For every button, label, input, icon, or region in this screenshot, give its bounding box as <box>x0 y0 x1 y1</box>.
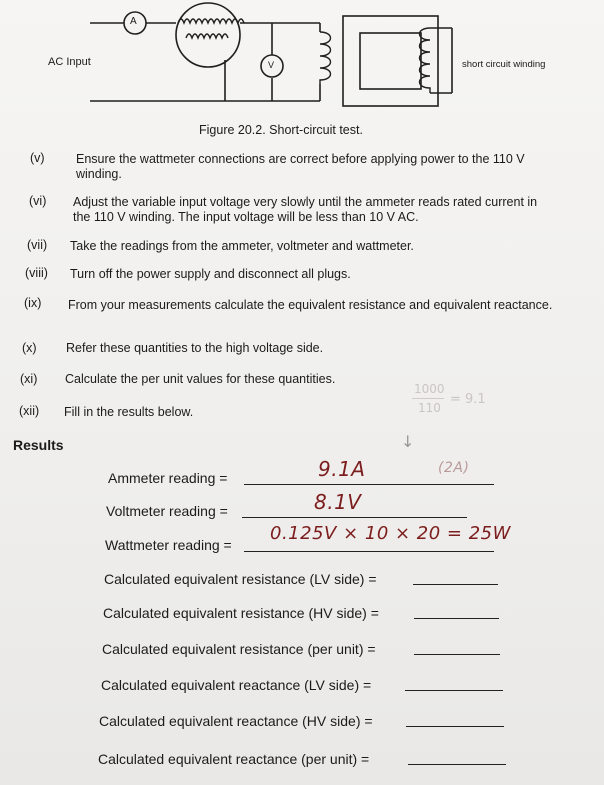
step-text: Adjust the variable input voltage very slowly until the ammeter reads rated current in the 110 V winding. The input voltage will be less than 10 V AC. <box>73 195 538 224</box>
step-number: (vi) <box>29 194 47 208</box>
resistance-hv-label: Calculated equivalent resistance (HV side) = <box>103 605 379 621</box>
step-text: Ensure the wattmeter connections are correct before applying power to the 110 V winding. <box>76 152 525 181</box>
voltmeter-reading-label: Voltmeter reading = <box>106 503 228 519</box>
voltmeter-reading-value: 8.1V <box>314 490 362 514</box>
step-text: Turn off the power supply and disconnect all plugs. <box>70 267 351 281</box>
ammeter-reading-aside: (2A) <box>438 460 470 476</box>
down-arrow-icon: ↓ <box>401 432 415 451</box>
step-number: (vii) <box>27 238 48 252</box>
step-text: Refer these quantities to the high voltage side. <box>66 341 324 355</box>
reactance-pu-field[interactable] <box>408 764 506 765</box>
reactance-pu-label: Calculated equivalent reactance (per unit) = <box>98 751 370 767</box>
step-number: (viii) <box>25 266 48 280</box>
reactance-hv-field[interactable] <box>406 726 504 727</box>
margin-fraction-bar <box>412 398 444 399</box>
current-coil-icon <box>178 19 244 23</box>
step-number: (x) <box>22 341 37 355</box>
ammeter-reading-field[interactable] <box>244 484 494 485</box>
voltmeter-reading-field[interactable] <box>242 517 467 518</box>
wattmeter-reading-field[interactable] <box>244 551 494 552</box>
step-text: Calculate the per unit values for these quantities. <box>65 372 336 386</box>
results-heading: Results <box>13 437 64 453</box>
voltmeter-symbol: V <box>268 60 275 70</box>
voltage-coil-icon <box>186 34 228 38</box>
resistance-lv-label: Calculated equivalent resistance (LV side) = <box>104 571 377 587</box>
resistance-pu-label: Calculated equivalent resistance (per unit) = <box>102 641 376 657</box>
figure-caption: Figure 20.2. Short-circuit test. <box>199 123 363 137</box>
ammeter-reading-value: 9.1A <box>318 457 366 481</box>
step-number: (xi) <box>20 372 38 386</box>
wattmeter-reading-value: 0.125V × 10 × 20 = 25W <box>270 523 511 544</box>
reactance-lv-label: Calculated equivalent reactance (LV side) = <box>101 677 372 693</box>
primary-winding-icon <box>320 32 331 84</box>
margin-equals-value: = 9.1 <box>450 392 486 407</box>
ammeter-reading-label: Ammeter reading = <box>108 470 228 486</box>
step-number: (v) <box>30 151 45 165</box>
resistance-lv-field[interactable] <box>413 584 498 585</box>
ammeter-symbol: A <box>130 16 137 27</box>
margin-fraction-numerator: 1000 <box>414 382 445 396</box>
step-number: (ix) <box>24 296 42 310</box>
resistance-hv-field[interactable] <box>414 618 499 619</box>
short-circuit-winding-label: short circuit winding <box>462 59 546 70</box>
wattmeter-reading-label: Wattmeter reading = <box>105 537 232 553</box>
ac-input-label: AC Input <box>48 56 91 68</box>
step-text: Fill in the results below. <box>64 405 194 419</box>
step-text: Take the readings from the ammeter, voltmeter and wattmeter. <box>70 239 414 253</box>
transformer-core-inner <box>360 33 421 89</box>
step-text: From your measurements calculate the equivalent resistance and equivalent reactance. <box>68 298 553 312</box>
step-number: (xii) <box>19 404 40 418</box>
margin-fraction-denominator: 110 <box>418 401 441 415</box>
resistance-pu-field[interactable] <box>414 654 500 655</box>
reactance-hv-label: Calculated equivalent reactance (HV side) = <box>99 713 373 729</box>
reactance-lv-field[interactable] <box>405 690 503 691</box>
